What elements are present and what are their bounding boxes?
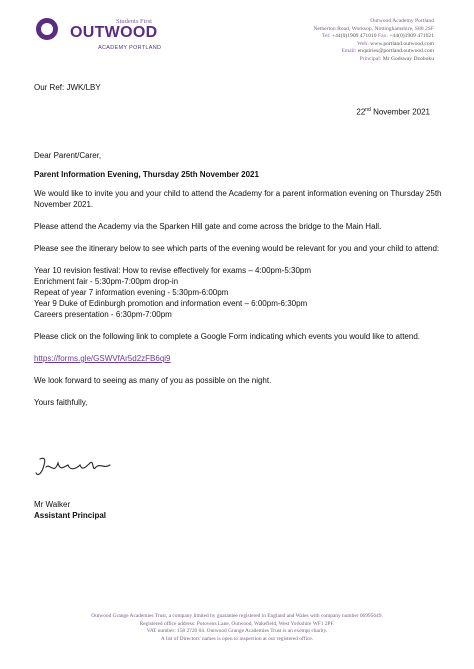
salutation: Dear Parent/Carer, (34, 151, 102, 160)
academy-street: Netherton Road, Worksop, Nottinghamshire, S80 2SF (313, 25, 434, 32)
paragraph-invite: We would like to invite you and your child to attend the Academy for a parent information evening on Thursday 25th November 2021. (34, 189, 442, 209)
logo-wordmark: OUTWOOD (70, 24, 158, 41)
academy-email-line: Email: enquiries@portland.outwood.com (341, 48, 434, 55)
footer-line: VAT number: 158 2720 04. Outwood Grange Academies Trust is an exempt charity. (146, 628, 328, 635)
closing: Yours faithfully, (34, 398, 88, 407)
academy-phone-line: Tel: +44(0)1909 471010 Fax: +44(0)1909 471021 (321, 33, 434, 40)
footer-line: Registered office address: Potovens Lane, Outwood, Wakefield, West Yorkshire WF1 2PF. (139, 620, 335, 627)
itinerary-item: Repeat of year 7 information evening - 5:30pm-6:00pm (34, 288, 229, 297)
outwood-logo (32, 16, 182, 56)
logo-ring-icon (36, 18, 58, 40)
letter-date: 22nd November 2021 (356, 107, 430, 117)
letter-reference: Our Ref: JWK/LBY (34, 83, 101, 92)
signoff-block (34, 499, 106, 521)
signature-image (34, 453, 124, 483)
itinerary-item: Careers presentation - 6:30pm-7:00pm (34, 310, 172, 319)
footer (0, 613, 474, 643)
academy-web-line: Web: www.portland.outwood.com (357, 40, 434, 47)
google-form-link[interactable]: https://forms.gle/GSWVfAr5d2zFB6qi9 (34, 354, 171, 363)
letter-body (34, 150, 444, 408)
itinerary-item: Year 9 Duke of Edinburgh promotion and information event – 6:00pm-6:30pm (34, 299, 308, 308)
footer-line: Outwood Grange Academies Trust, a company limited by guarantee registered in England and Wales with company number 06995649. (91, 613, 383, 619)
paragraph-closing-note: We look forward to seeing as many of you as possible on the night. (34, 376, 272, 385)
paragraph-itinerary-intro: Please see the itinerary below to see which parts of the evening would be relevant for you and your child to attend: (34, 244, 440, 253)
itinerary-item: Enrichment fair - 5:30pm-7:00pm drop-in (34, 277, 179, 286)
logo-tagline: Students First (116, 18, 152, 25)
logo-academy-name: ACADEMY PORTLAND (98, 45, 162, 51)
letter-subject: Parent Information Evening, Thursday 25th November 2021 (34, 170, 259, 179)
academy-address-block (313, 18, 434, 64)
paragraph-directions: Please attend the Academy via the Sparken Hill gate and come across the bridge to the Main Hall. (34, 222, 382, 231)
academy-principal-line: Principal: Mr Godsway Dzoboku (359, 55, 434, 62)
academy-name: Outwood Academy Portland (370, 18, 434, 24)
footer-line: A list of Directors' names is open to inspection at our registered office. (160, 635, 314, 642)
signatory-title: Assistant Principal (34, 511, 107, 520)
itinerary-item: Year 10 revision festival: How to revise effectively for exams – 4:00pm-5:30pm (34, 266, 312, 275)
academy-email-link[interactable]: enquiries@portland.outwood.com (357, 48, 434, 55)
academy-web-link[interactable]: www.portland.outwood.com (370, 40, 434, 47)
paragraph-form-request: Please click on the following link to complete a Google Form indicating which events you would like to attend. (34, 332, 420, 341)
signatory-name: Mr Walker (34, 500, 71, 509)
